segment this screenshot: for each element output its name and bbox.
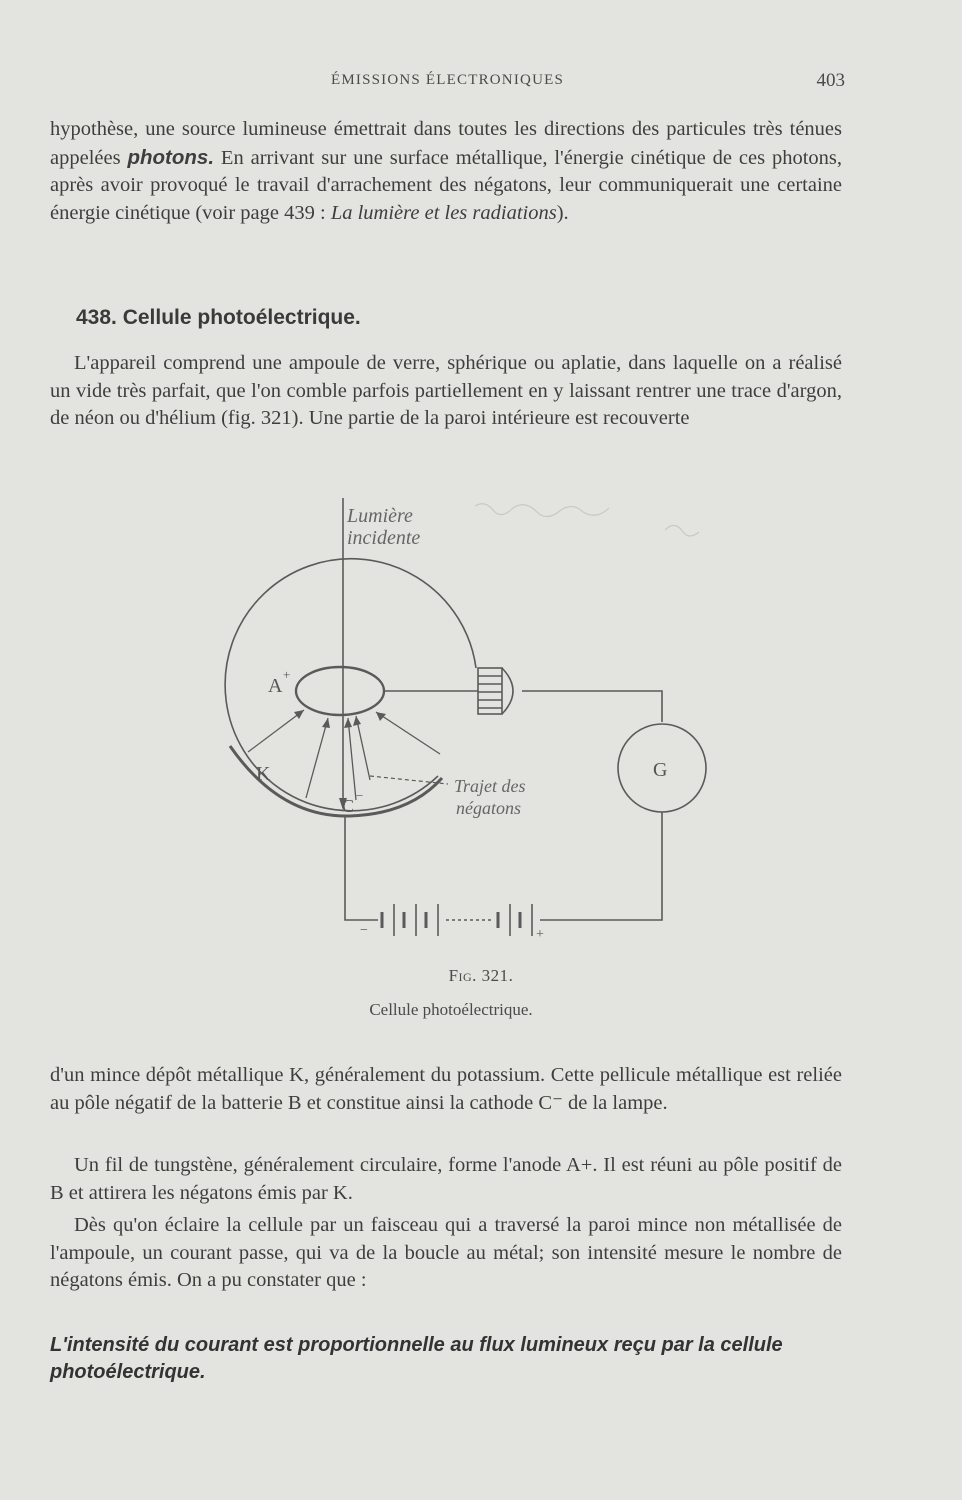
- section-title: 438. Cellule photoélectrique.: [76, 306, 361, 329]
- running-title: ÉMISSIONS ÉLECTRONIQUES: [330, 72, 565, 88]
- intro-text-1: hypothèse, une source lumineuse émettrait dans toutes les directions des particules très ténues appelées: [50, 118, 842, 169]
- figure-photocell: [210, 488, 710, 948]
- label-incidente: incidente: [347, 527, 421, 549]
- label-lumiere: Lumière: [347, 505, 413, 527]
- label-battery-plus: +: [536, 927, 544, 942]
- label-k: K: [256, 763, 271, 785]
- label-negatons: négatons: [456, 798, 521, 818]
- intro-text-3: ).: [556, 201, 569, 224]
- label-trajet: Trajet des: [454, 776, 526, 796]
- paragraph-2: d'un mince dépôt métallique K, généralement du potassium. Cette pellicule métallique est reliée au pôle négatif de la batterie B et constitue ainsi la cathode C⁻ de la lampe.: [50, 1064, 842, 1114]
- figure-number-text: Fig. 321.: [448, 966, 514, 985]
- label-battery-minus: −: [360, 923, 368, 938]
- reference-title: La lumière et les radiations: [330, 201, 557, 224]
- intro-text-2: En arrivant sur une surface métallique, l'énergie cinétique de ces photons, après avoir provoqué le travail d'arrachement des négatons, leur communiquerait une certaine énergie cinétique (voir page 439 :: [50, 146, 842, 224]
- intro-paragraph: [50, 116, 842, 227]
- label-anode-sign: +: [283, 667, 291, 682]
- bulb-socket: [478, 668, 502, 714]
- label-cathode-sign: −: [356, 788, 364, 803]
- paragraph-1: L'appareil comprend une ampoule de verre, sphérique ou aplatie, dans laquelle on a réalisé un vide très parfait, que l'on comble parfois partiellement en y laissant rentrer une trace d'argon, de néon ou d'hélium (fig. 321). Une partie de la paroi intérieure est recouverte: [50, 352, 842, 429]
- wire-cathode-battery: [345, 816, 378, 920]
- page-number: 403: [816, 70, 845, 91]
- wire-galvanometer-battery: [540, 812, 662, 920]
- label-cathode: C: [342, 796, 355, 816]
- figure-number: [0, 966, 962, 986]
- photocell-diagram: [210, 488, 710, 948]
- figure-caption: Cellule photoélectrique.: [369, 1000, 533, 1019]
- anode-ring: [296, 667, 384, 715]
- conclusion: L'intensité du courant est proportionnelle au flux lumineux reçu par la cellule photoélectrique.: [50, 1334, 783, 1383]
- negaton-arrowheads: [294, 710, 386, 728]
- pencil-marks: [475, 504, 699, 536]
- label-galvanometer: G: [653, 759, 668, 781]
- paragraph-3: Un fil de tungstène, généralement circulaire, forme l'anode A+. Il est réuni au pôle positif de B et attirera les négatons émis par K.: [50, 1154, 842, 1204]
- running-head: [50, 72, 845, 96]
- photons-term: photons.: [127, 145, 215, 169]
- paragraph-4: Dès qu'on éclaire la cellule par un faisceau qui a traversé la paroi mince non métallisée de l'ampoule, un courant passe, qui va de la boucle au métal; son intensité mesure le nombre de négatons émis. On a pu constater que :: [50, 1214, 842, 1291]
- wire-to-galvanometer: [522, 691, 662, 722]
- battery: [382, 904, 532, 936]
- socket-cap: [502, 668, 513, 714]
- label-anode: A: [268, 675, 283, 697]
